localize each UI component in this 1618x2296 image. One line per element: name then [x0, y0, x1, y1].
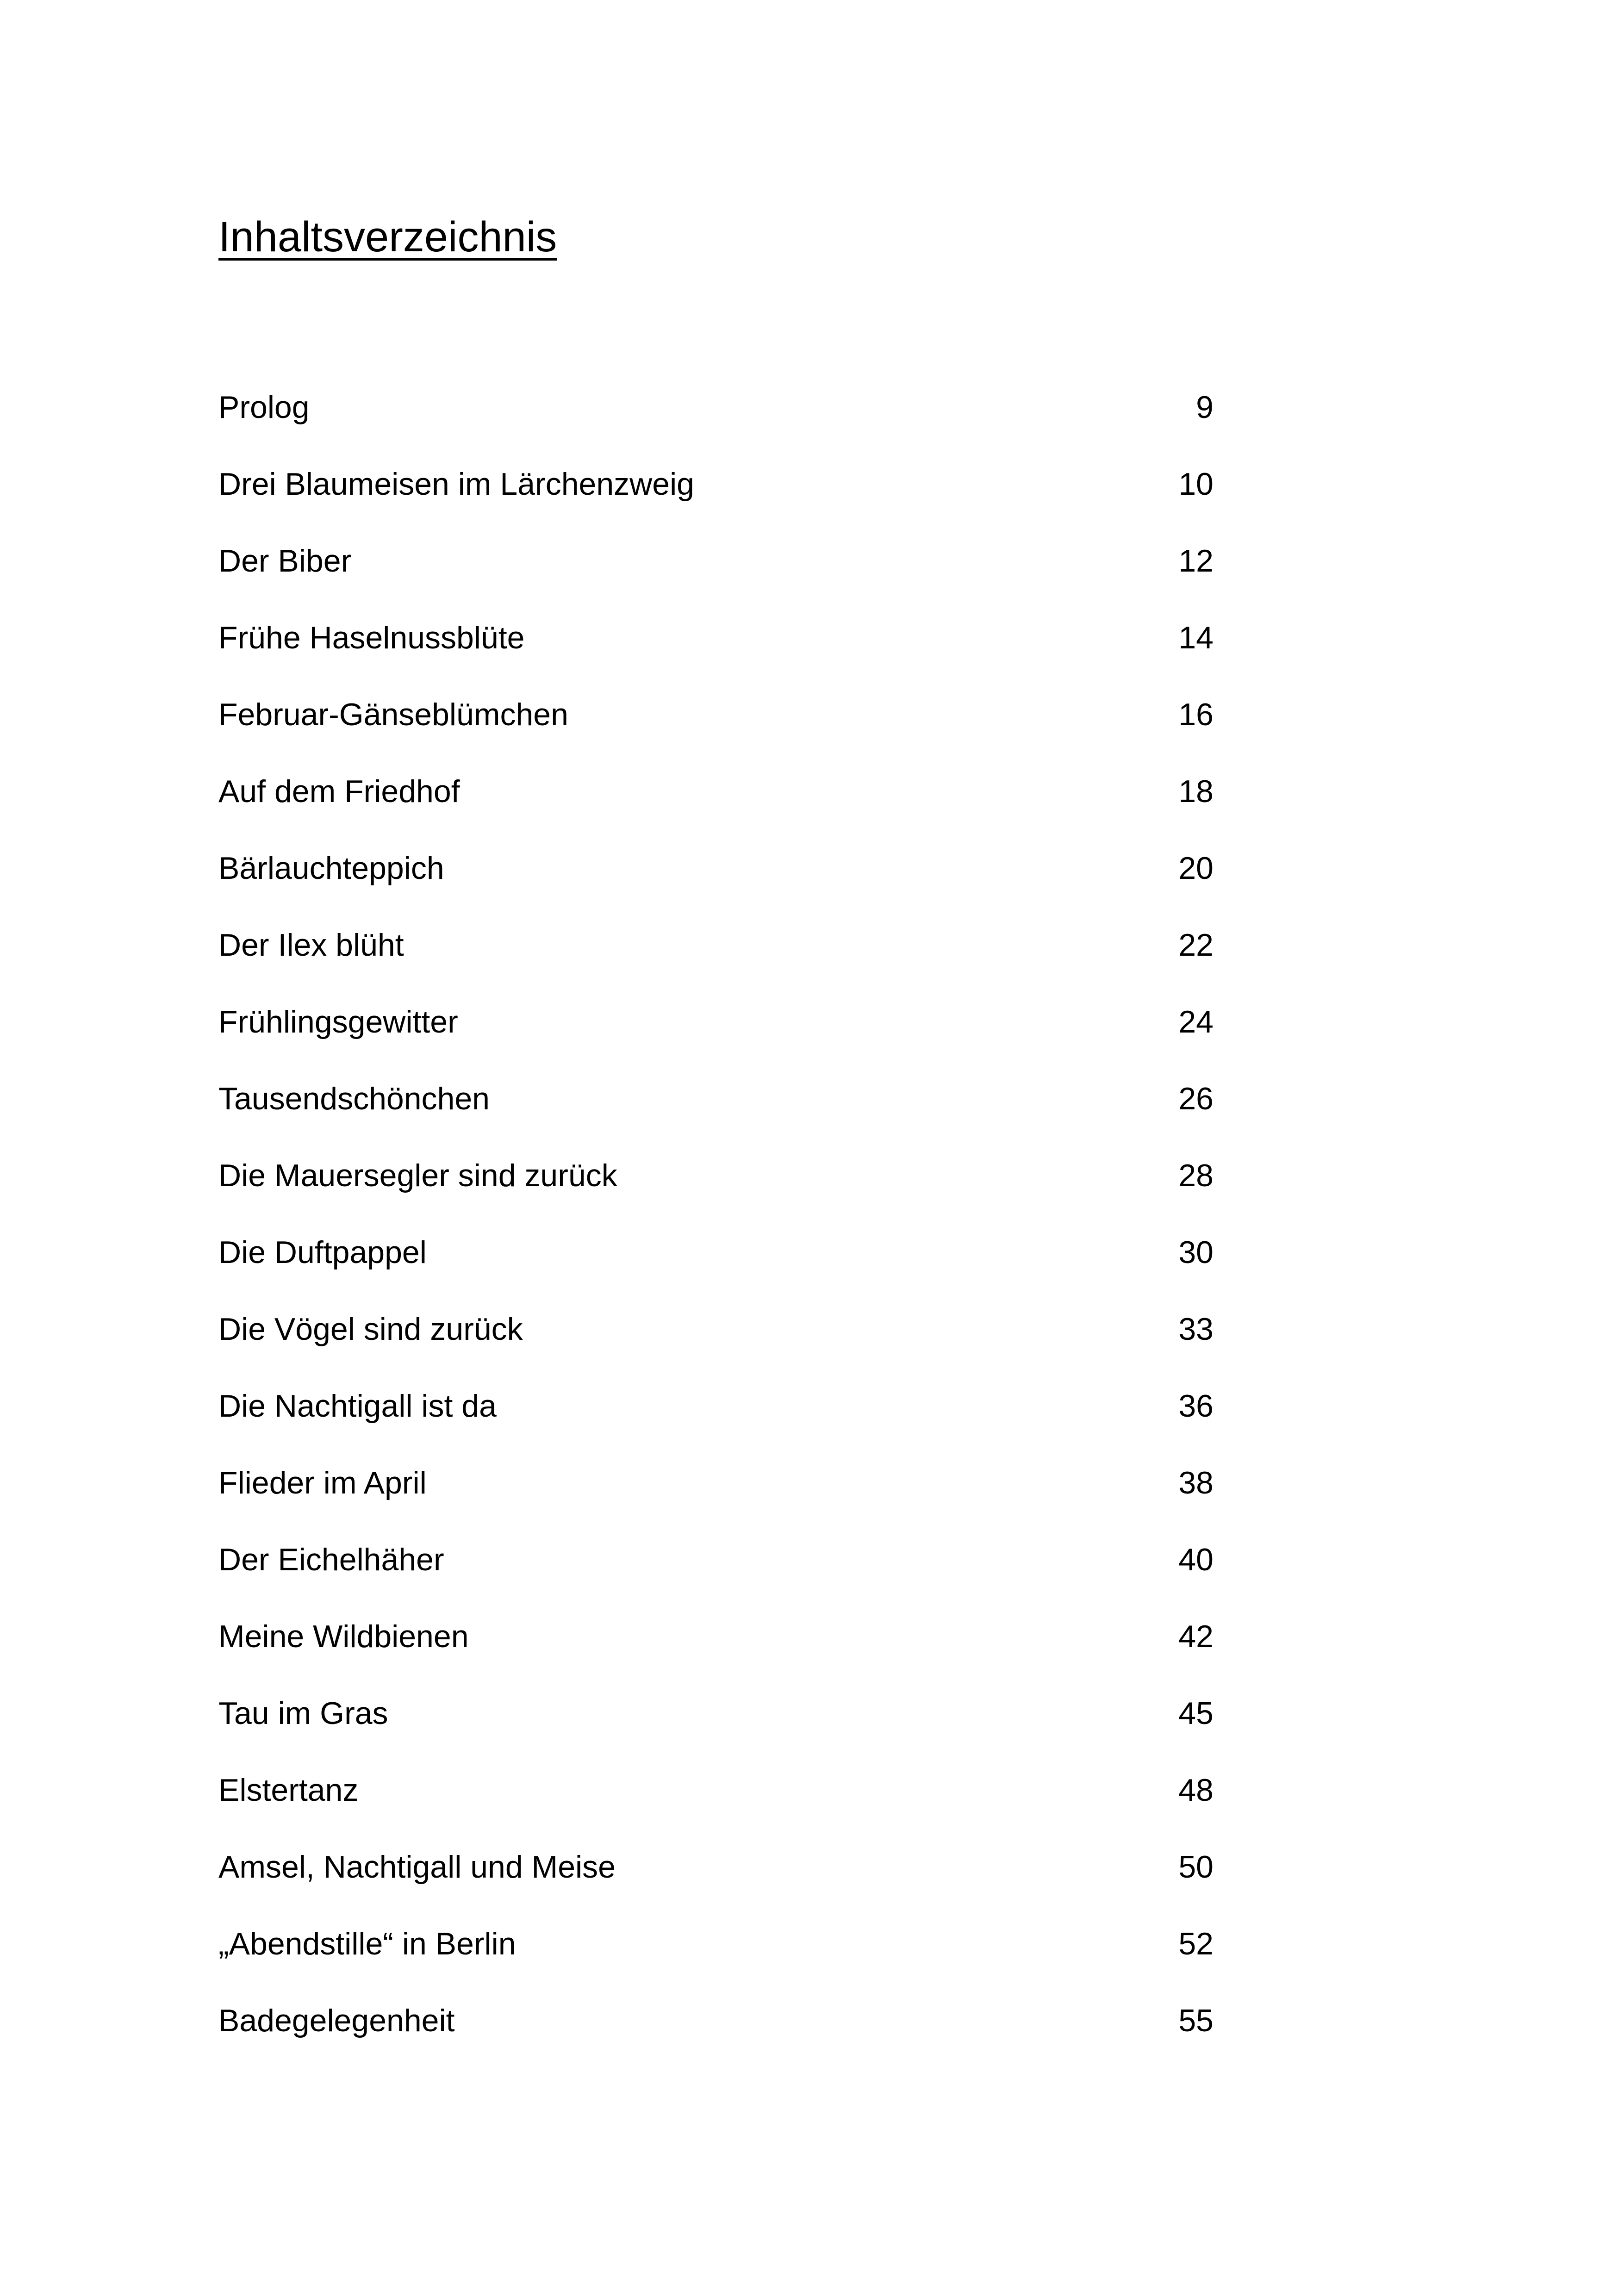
toc-entry: [218, 1762, 1214, 1839]
toc-entry-title: Die Duftpappel: [218, 1235, 427, 1270]
toc-entry-title: Tausendschönchen: [218, 1081, 490, 1116]
toc-entry-title: Flieder im April: [218, 1465, 427, 1500]
toc-entry: [218, 533, 1214, 610]
toc-entry-page-number: 55: [1178, 2003, 1214, 2038]
toc-entry-title: Frühe Haselnussblüte: [218, 620, 525, 655]
toc-entry: [218, 687, 1214, 764]
toc-entry-page-number: 42: [1178, 1619, 1214, 1654]
toc-entry: [218, 1301, 1214, 1378]
toc-entry-title: Die Mauersegler sind zurück: [218, 1158, 617, 1193]
toc-entry-title: Prolog: [218, 390, 310, 425]
toc-entry-page-number: 16: [1178, 697, 1214, 732]
toc-entry: [218, 1916, 1214, 1993]
toc-entry: [218, 610, 1214, 687]
toc-entry: [218, 1609, 1214, 1686]
toc-entry-title: Badegelegenheit: [218, 2003, 455, 2038]
table-of-contents: [218, 380, 1214, 2070]
toc-entry: [218, 994, 1214, 1071]
toc-entry: [218, 380, 1214, 456]
toc-entry-title: „Abendstille“ in Berlin: [218, 1926, 516, 1961]
toc-entry-page-number: 33: [1178, 1312, 1214, 1347]
toc-entry-page-number: 28: [1178, 1158, 1214, 1193]
toc-entry: [218, 1148, 1214, 1225]
toc-entry-page-number: 50: [1178, 1849, 1214, 1885]
toc-entry-page-number: 22: [1178, 927, 1214, 963]
toc-entry-title: Der Ilex blüht: [218, 927, 404, 963]
toc-entry: [218, 764, 1214, 840]
toc-entry-page-number: 30: [1178, 1235, 1214, 1270]
toc-entry-title: Meine Wildbienen: [218, 1619, 469, 1654]
toc-entry-page-number: 20: [1178, 851, 1214, 886]
toc-entry-page-number: 9: [1196, 390, 1214, 425]
toc-entry-page-number: 14: [1178, 620, 1214, 655]
toc-entry-page-number: 38: [1178, 1465, 1214, 1500]
toc-entry-page-number: 24: [1178, 1004, 1214, 1039]
toc-entry-title: Der Eichelhäher: [218, 1542, 444, 1577]
toc-entry-title: Elstertanz: [218, 1773, 359, 1808]
toc-entry-page-number: 48: [1178, 1773, 1214, 1808]
toc-entry-page-number: 18: [1178, 774, 1214, 809]
toc-entry: [218, 1993, 1214, 2070]
toc-entry-title: Die Nachtigall ist da: [218, 1388, 497, 1424]
toc-entry-title: Frühlingsgewitter: [218, 1004, 458, 1039]
toc-entry-page-number: 52: [1178, 1926, 1214, 1961]
toc-entry-title: Tau im Gras: [218, 1696, 388, 1731]
toc-entry-page-number: 45: [1178, 1696, 1214, 1731]
toc-entry: [218, 1455, 1214, 1532]
toc-entry: [218, 1532, 1214, 1609]
toc-entry: [218, 1071, 1214, 1148]
toc-entry-title: Amsel, Nachtigall und Meise: [218, 1849, 616, 1885]
toc-entry: [218, 1839, 1214, 1916]
toc-entry: [218, 840, 1214, 917]
toc-entry-page-number: 26: [1178, 1081, 1214, 1116]
toc-entry-title: Auf dem Friedhof: [218, 774, 460, 809]
toc-entry-title: Der Biber: [218, 543, 352, 579]
toc-entry-page-number: 10: [1178, 467, 1214, 502]
toc-entry-page-number: 36: [1178, 1388, 1214, 1424]
toc-entry: [218, 1378, 1214, 1455]
toc-entry-page-number: 12: [1178, 543, 1214, 579]
toc-entry: [218, 917, 1214, 994]
toc-entry-page-number: 40: [1178, 1542, 1214, 1577]
toc-entry: [218, 1225, 1214, 1301]
toc-entry: [218, 1686, 1214, 1762]
page-title: Inhaltsverzeichnis: [218, 213, 557, 261]
toc-entry-title: Februar-Gänseblümchen: [218, 697, 568, 732]
toc-entry-title: Drei Blaumeisen im Lärchenzweig: [218, 467, 695, 502]
toc-entry-title: Bärlauchteppich: [218, 851, 444, 886]
toc-entry-title: Die Vögel sind zurück: [218, 1312, 523, 1347]
toc-entry: [218, 456, 1214, 533]
